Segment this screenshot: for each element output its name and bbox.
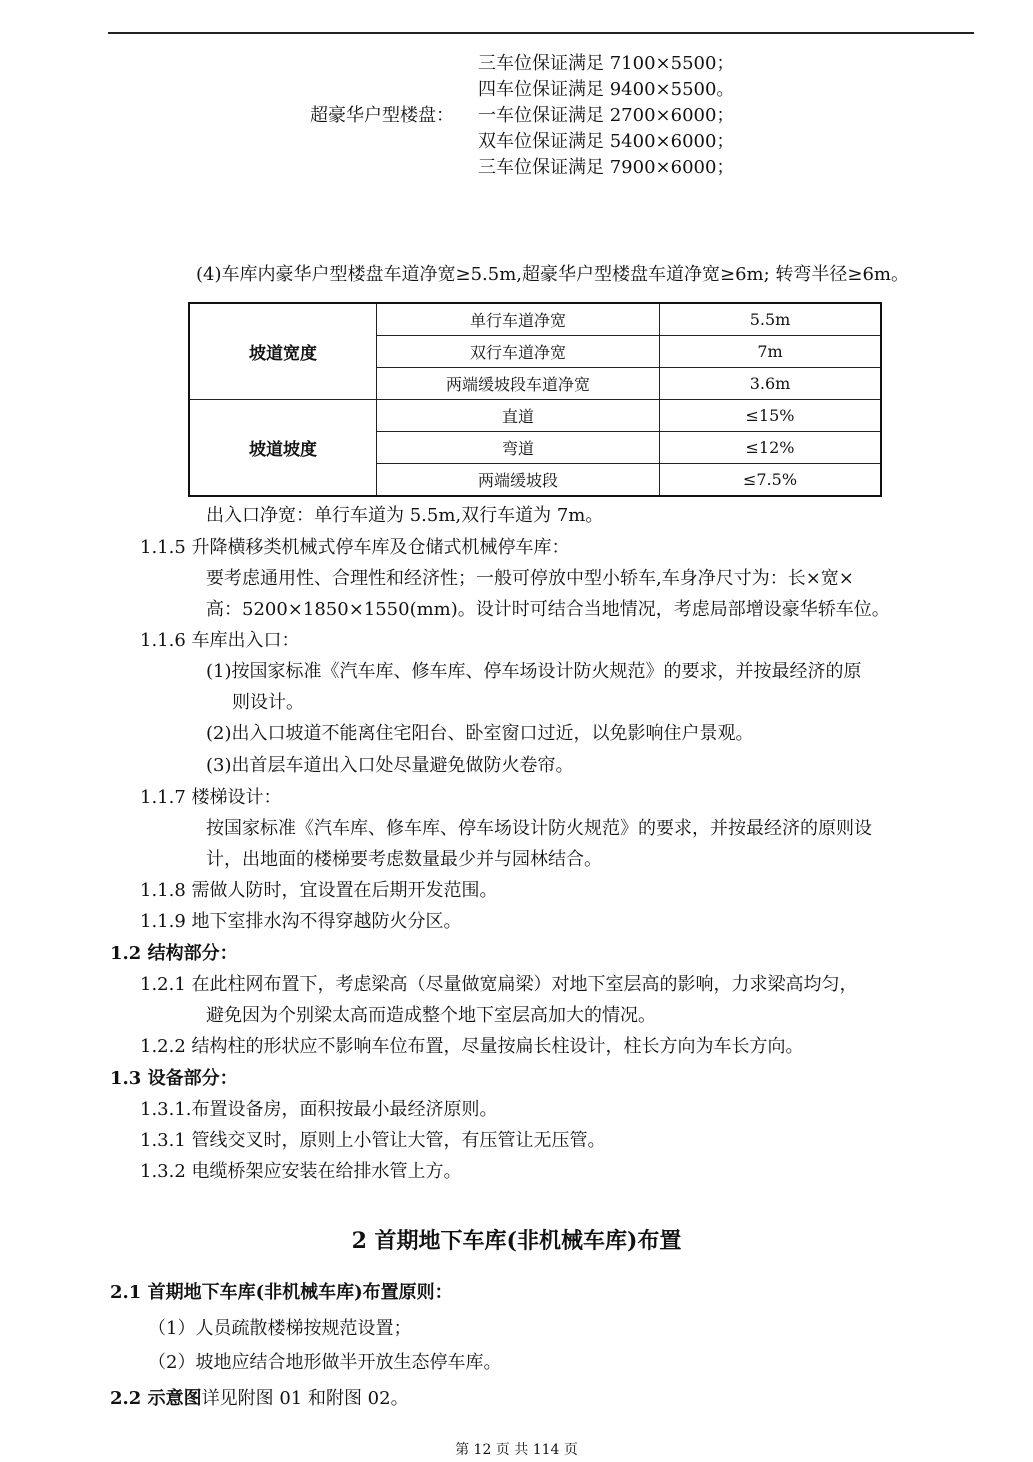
section-1-1-6-item1b: 则设计。 <box>232 692 304 713</box>
section-1-2-title: 1.2 结构部分： <box>110 943 238 964</box>
section-1-2-1-line2: 避免因为个别梁太高而造成整个地下室层高加大的情况。 <box>206 1005 656 1026</box>
ramp-table <box>188 302 882 497</box>
row-name: 弯道 <box>377 432 660 464</box>
section-1-2-1-line1: 1.2.1 在此柱网布置下，考虑梁高（尽量做宽扁梁）对地下室层高的影响，力求梁高均匀， <box>140 974 858 995</box>
row-name: 两端缓坡段 <box>377 464 660 497</box>
row-value: ≤15% <box>660 400 882 432</box>
spec-four-car-luxury: 四车位保证满足 9400×5500。 <box>478 79 735 100</box>
row-name: 双行车道净宽 <box>377 336 660 368</box>
section-2-2 <box>110 1387 409 1411</box>
section-1-3-1-b: 1.3.1 管线交叉时，原则上小管让大管，有压管让无压管。 <box>140 1130 606 1151</box>
row-name: 两端缓坡段车道净宽 <box>377 368 660 400</box>
section-1-1-7-title: 1.1.7 楼梯设计： <box>140 787 282 808</box>
section-1-1-9: 1.1.9 地下室排水沟不得穿越防火分区。 <box>140 911 462 932</box>
item-4-lane-width: (4)车库内豪华户型楼盘车道净宽≥5.5m,超豪华户型楼盘车道净宽≥6m; 转弯半径≥6m。 <box>196 264 909 285</box>
section-2-2-text: 详见附图 01 和附图 02。 <box>201 1388 409 1409</box>
table-row <box>189 400 881 432</box>
super-luxury-label: 超豪华户型楼盘： <box>310 105 454 126</box>
section-1-1-5-line1: 要考虑通用性、合理性和经济性；一般可停放中型小轿车,车身净尺寸为：长×宽× <box>206 568 854 589</box>
header-rule <box>108 32 974 34</box>
chapter-2-title: 2 首期地下车库(非机械车库)布置 <box>351 1228 682 1254</box>
section-1-1-7-line1: 按国家标准《汽车库、修车库、停车场设计防火规范》的要求，并按最经济的原则设 <box>206 818 872 839</box>
section-2-2-label: 2.2 示意图 <box>110 1388 202 1409</box>
section-1-2-2: 1.2.2 结构柱的形状应不影响车位布置，尽量按扁长柱设计，柱长方向为车长方向。 <box>140 1036 804 1057</box>
entrance-width: 出入口净宽：单行车道为 5.5m,双行车道为 7m。 <box>206 505 604 526</box>
section-1-1-8: 1.1.8 需做人防时，宜设置在后期开发范围。 <box>140 880 498 901</box>
section-1-3-2: 1.3.2 电缆桥架应安装在给排水管上方。 <box>140 1161 462 1182</box>
spec-three-car-luxury: 三车位保证满足 7100×5500； <box>478 53 735 74</box>
group-ramp-width: 坡道宽度 <box>189 303 377 400</box>
section-1-1-7-line2: 计，出地面的楼梯要考虑数量最少并与园林结合。 <box>206 849 602 870</box>
spec-two-car-super: 双车位保证满足 5400×6000； <box>478 131 735 152</box>
section-2-1-item1: （1）人员疏散楼梯按规范设置； <box>148 1318 412 1339</box>
row-name: 直道 <box>377 400 660 432</box>
section-1-3-title: 1.3 设备部分： <box>110 1068 238 1089</box>
spec-one-car-super: 一车位保证满足 2700×6000； <box>478 105 735 126</box>
section-1-1-6-title: 1.1.6 车库出入口： <box>140 630 300 651</box>
row-name: 单行车道净宽 <box>377 303 660 336</box>
row-value: 3.6m <box>660 368 882 400</box>
section-1-3-1-a: 1.3.1.布置设备房，面积按最小最经济原则。 <box>140 1099 498 1120</box>
section-1-1-5-title: 1.1.5 升降横移类机械式停车库及仓储式机械停车库： <box>140 537 570 558</box>
table-row <box>189 303 881 336</box>
page-number-footer: 第 12 页 共 114 页 <box>455 1442 578 1458</box>
row-value: 7m <box>660 336 882 368</box>
section-1-1-6-item1a: (1)按国家标准《汽车库、修车库、停车场设计防火规范》的要求，并按最经济的原 <box>206 661 862 682</box>
section-1-1-6-item3: (3)出首层车道出入口处尽量避免做防火卷帘。 <box>206 755 574 776</box>
row-value: ≤12% <box>660 432 882 464</box>
spec-three-car-super: 三车位保证满足 7900×6000； <box>478 157 735 178</box>
group-ramp-slope: 坡道坡度 <box>189 400 377 497</box>
section-1-1-5-line2: 高：5200×1850×1550(mm)。设计时可结合当地情况，考虑局部增设豪华轿车位。 <box>206 599 890 620</box>
section-1-1-6-item2: (2)出入口坡道不能离住宅阳台、卧室窗口过近，以免影响住户景观。 <box>206 723 754 744</box>
section-2-1-item2: （2）坡地应结合地形做半开放生态停车库。 <box>148 1352 502 1373</box>
row-value: ≤7.5% <box>660 464 882 497</box>
section-2-1-title: 2.1 首期地下车库(非机械车库)布置原则： <box>110 1282 453 1303</box>
row-value: 5.5m <box>660 303 882 336</box>
